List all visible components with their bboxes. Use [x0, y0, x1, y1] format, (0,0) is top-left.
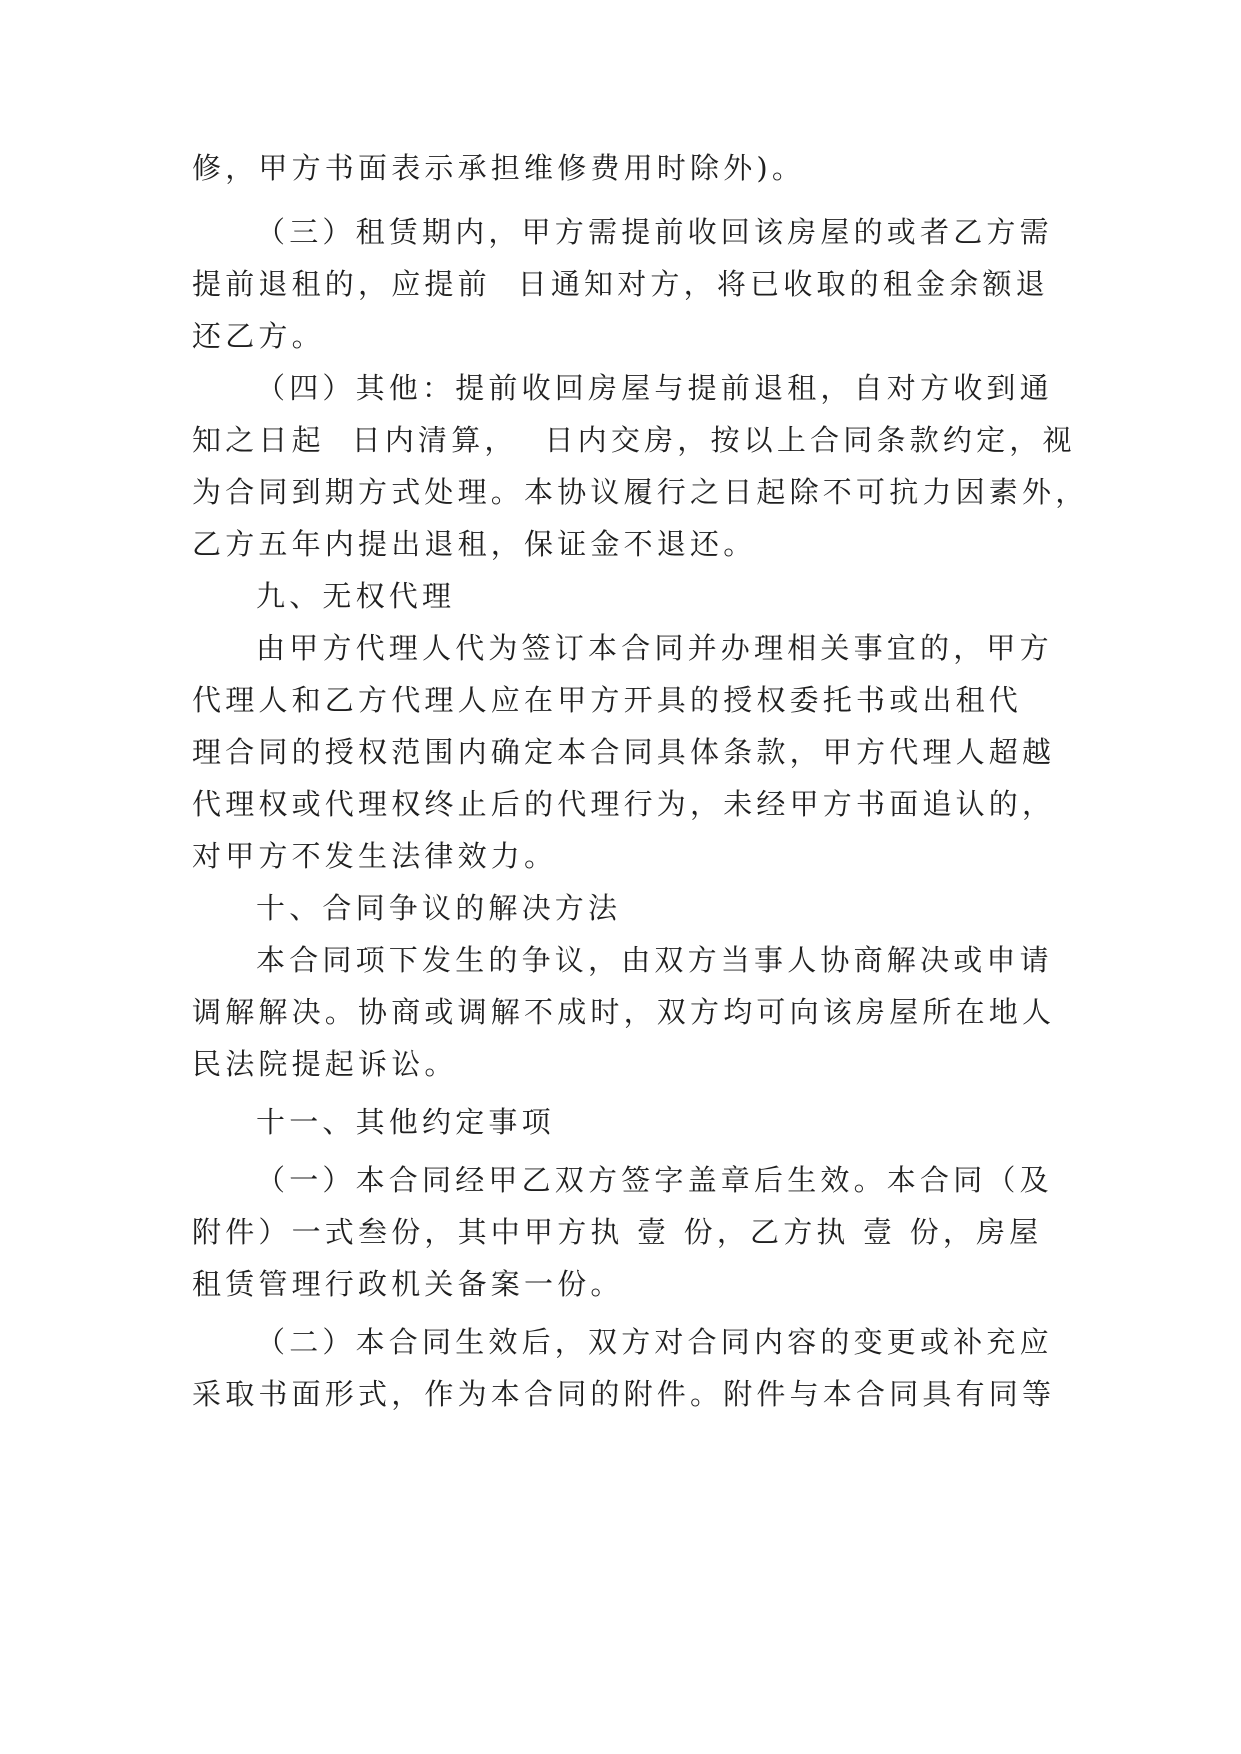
section-10-heading: 十、合同争议的解决方法 [256, 891, 622, 925]
clause-3-line: （三）租赁期内，甲方需提前收回该房屋的或者乙方需 [256, 215, 1053, 249]
text-line: 由甲方代理人代为签订本合同并办理相关事宜的，甲方 [256, 631, 1053, 665]
text-line: 还乙方。 [192, 319, 325, 353]
section-9-heading: 九、无权代理 [256, 579, 456, 613]
text-line: 代理人和乙方代理人应在甲方开具的授权委托书或出租代 [192, 683, 1023, 717]
text-line: 代理权或代理权终止后的代理行为，未经甲方书面追认的， [192, 787, 1056, 821]
text-line: 修，甲方书面表示承担维修费用时除外)。 [192, 151, 806, 185]
clause-2-line: （二）本合同生效后，双方对合同内容的变更或补充应 [256, 1325, 1053, 1359]
text-line: 提前退租的，应提前 日通知对方，将已收取的租金余额退 [192, 267, 1049, 301]
text-line: 本合同项下发生的争议，由双方当事人协商解决或申请 [256, 943, 1053, 977]
clause-4-line: （四）其他：提前收回房屋与提前退租，自对方收到通 [256, 371, 1053, 405]
text-line: 理合同的授权范围内确定本合同具体条款，甲方代理人超越 [192, 735, 1056, 769]
section-11-heading: 十一、其他约定事项 [256, 1105, 555, 1139]
text-line: 附件）一式叁份，其中甲方执 壹 份，乙方执 壹 份，房屋 [192, 1215, 1043, 1249]
text-line: 知之日起 日内清算， 日内交房，按以上合同条款约定，视 [192, 423, 1076, 457]
text-line: 采取书面形式，作为本合同的附件。附件与本合同具有同等 [192, 1377, 1056, 1411]
text-line: 调解解决。协商或调解不成时，双方均可向该房屋所在地人 [192, 995, 1056, 1029]
clause-1-line: （一）本合同经甲乙双方签字盖章后生效。本合同（及 [256, 1163, 1053, 1197]
text-line: 民法院提起诉讼。 [192, 1047, 458, 1081]
text-line: 乙方五年内提出退租，保证金不退还。 [192, 527, 757, 561]
text-line: 为合同到期方式处理。本协议履行之日起除不可抗力因素外， [192, 475, 1089, 509]
text-line: 对甲方不发生法律效力。 [192, 839, 558, 873]
text-line: 租赁管理行政机关备案一份。 [192, 1267, 624, 1301]
